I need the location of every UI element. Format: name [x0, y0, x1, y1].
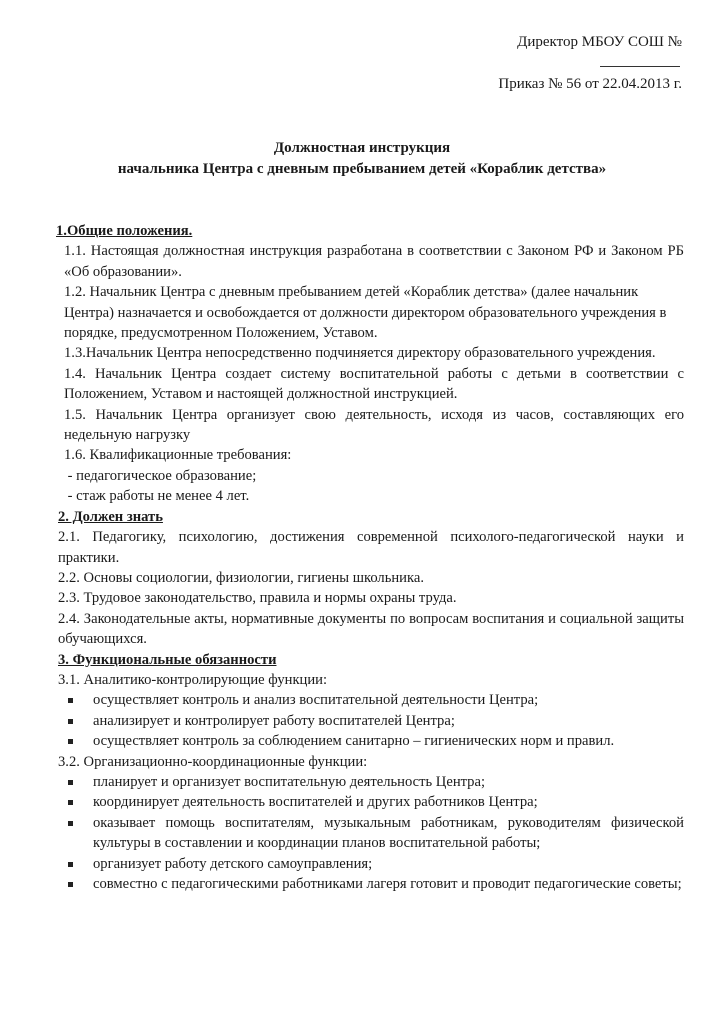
bullet-icon: [68, 800, 73, 805]
paragraph-1-2: 1.2. Начальник Центра с дневным пребыванием детей «Кораблик детства» (далее начальник Центра) назначается и освобождается от должности директором образовательного учреждения в порядке, предусмотренном Положением, Уставом.: [64, 284, 667, 342]
bullet-icon: [68, 882, 73, 887]
document-subtitle: начальника Центра с дневным пребыванием детей «Кораблик детства»: [117, 161, 607, 177]
bullet-icon: [68, 821, 73, 826]
list-item: совместно с педагогическими работниками лагеря готовит и проводит педагогические советы;: [58, 874, 684, 894]
document-body: [58, 221, 684, 894]
paragraph-1-5: 1.5. Начальник Центра организует свою деятельность, исходя из часов, составляющих его недельную нагрузку: [64, 406, 684, 444]
paragraph-2-2: 2.2. Основы социологии, физиологии, гигиены школьника.: [58, 569, 424, 586]
bullet-list-analytic: [58, 690, 684, 751]
order-line: Приказ № 56 от 22.04.2013 г.: [498, 76, 682, 92]
bullet-icon: [68, 862, 73, 867]
list-item: координирует деятельность воспитателей и других работников Центра;: [58, 792, 684, 812]
subsection-3-2: 3.2. Организационно-координационные функции:: [58, 753, 368, 770]
bullet-icon: [68, 780, 73, 785]
list-item: организует работу детского самоуправления;: [58, 854, 684, 874]
signature-blank: [600, 58, 680, 67]
paragraph-1-6: 1.6. Квалификационные требования:: [64, 447, 292, 464]
bullet-icon: [68, 698, 73, 703]
paragraph-2-4: 2.4. Законодательные акты, нормативные документы по вопросам воспитания и социальной защиты обучающихся.: [58, 610, 684, 648]
list-item: осуществляет контроль за соблюдением санитарно – гигиенических норм и правил.: [58, 731, 684, 751]
document-title: Должностная инструкция: [273, 140, 451, 156]
section-heading-duties: 3. Функциональные обязанности: [58, 651, 277, 668]
paragraph-1-1: 1.1. Настоящая должностная инструкция разработана в соответствии с Законом РФ и Законом РБ «Об образовании».: [64, 243, 684, 280]
paragraph-2-1: 2.1. Педагогику, психологию, достижения современной психолого-педагогической науки и практики.: [58, 529, 684, 566]
section-heading-general: 1.Общие положения.: [56, 223, 193, 239]
requirement-item: - стаж работы не менее 4 лет.: [64, 488, 250, 505]
bullet-list-organizational: [58, 772, 684, 894]
paragraph-2-3: 2.3. Трудовое законодательство, правила и нормы охраны труда.: [58, 590, 457, 607]
bullet-icon: [68, 739, 73, 744]
list-item: оказывает помощь воспитателям, музыкальным работникам, руководителям физической культуры в составлении и координации планов воспитательной работы;: [58, 813, 684, 854]
bullet-icon: [68, 719, 73, 724]
list-item: осуществляет контроль и анализ воспитательной деятельности Центра;: [58, 690, 684, 710]
requirement-item: - педагогическое образование;: [64, 467, 257, 484]
section-heading-must-know: 2. Должен знать: [58, 508, 163, 525]
list-item: планирует и организует воспитательную деятельность Центра;: [58, 772, 684, 792]
paragraph-1-3: 1.3.Начальник Центра непосредственно подчиняется директору образовательного учреждения.: [64, 345, 656, 362]
director-line: Директор МБОУ СОШ №: [517, 34, 682, 50]
paragraph-1-4: 1.4. Начальник Центра создает систему воспитательной работы с детьми в соответствии с Положением, Уставом и настоящей должностной инструкцией.: [64, 365, 684, 403]
list-item: анализирует и контролирует работу воспитателей Центра;: [58, 711, 684, 731]
subsection-3-1: 3.1. Аналитико-контролирующие функции:: [58, 671, 328, 688]
